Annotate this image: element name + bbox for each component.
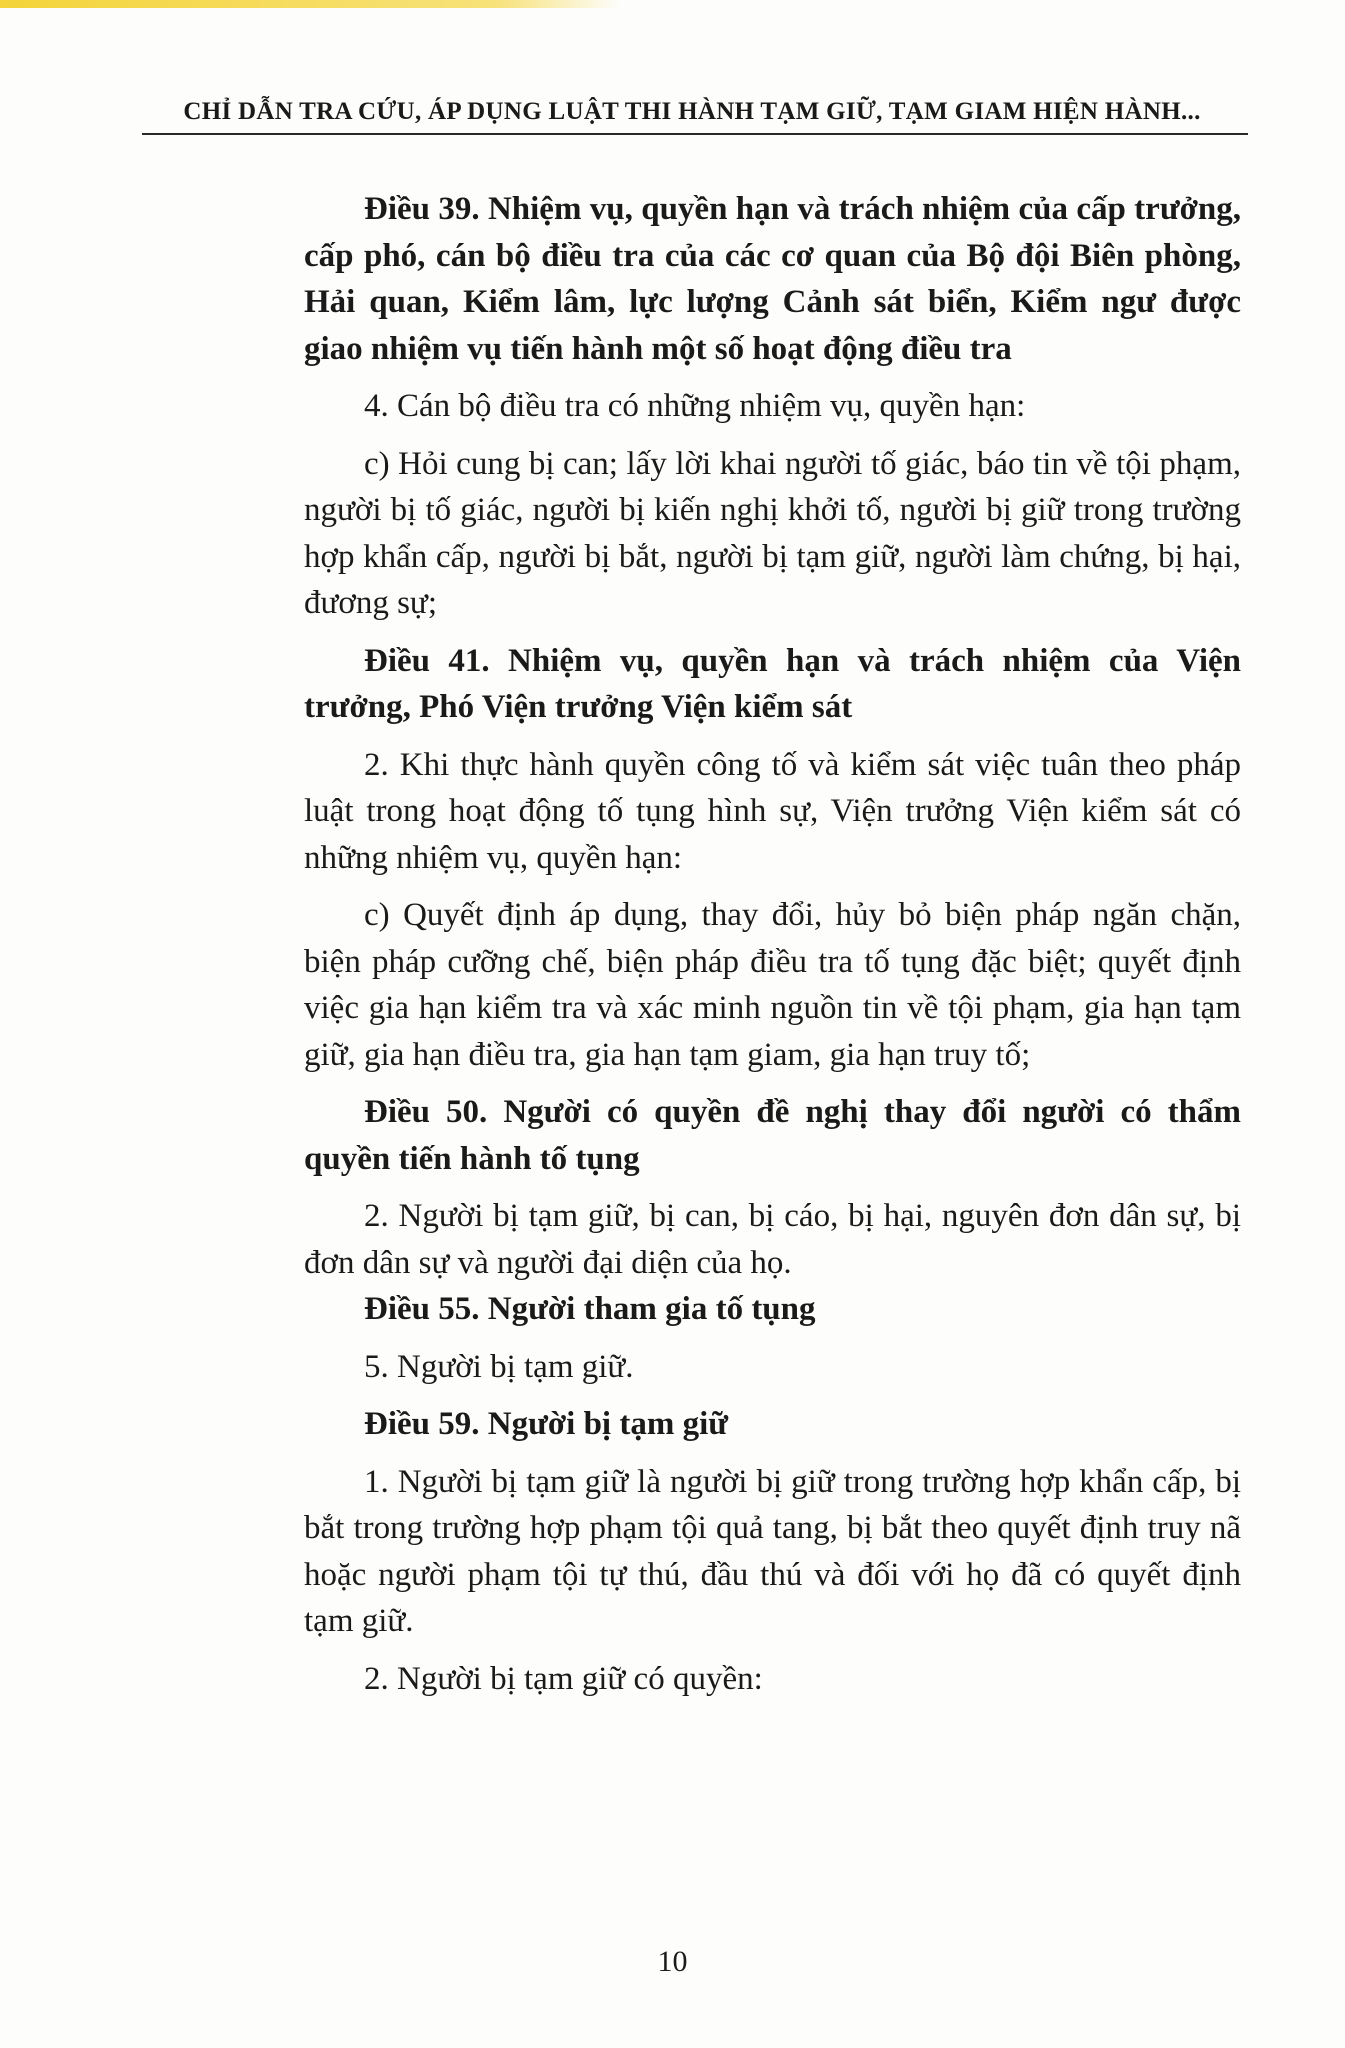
- paragraph: c) Quyết định áp dụng, thay đổi, hủy bỏ biện pháp ngăn chặn, biện pháp cưỡng chế, biện pháp điều tra tố tụng đặc biệt; quyết định việc gia hạn kiểm tra và xác minh nguồn tin về tội phạm, gia hạn tạm giữ, gia hạn điều tra, gia hạn tạm giam, gia hạn truy tố;: [304, 897, 1241, 1073]
- paragraph: 1. Người bị tạm giữ là người bị giữ trong trường hợp khẩn cấp, bị bắt trong trường hợp phạm tội quả tang, bị bắt theo quyết định truy nã hoặc người phạm tội tự thú, đầu thú và đối với họ đã có quyết định tạm giữ.: [304, 1463, 1241, 1639]
- paragraph: 2. Người bị tạm giữ có quyền:: [364, 1660, 763, 1697]
- running-head: CHỈ DẪN TRA CỨU, ÁP DỤNG LUẬT THI HÀNH TẠM GIỮ, TẠM GIAM HIỆN HÀNH...: [183, 98, 1201, 125]
- paragraph: c) Hỏi cung bị can; lấy lời khai người tố giác, báo tin về tội phạm, người bị tố giác, người bị kiến nghị khởi tố, người bị giữ trong trường hợp khẩn cấp, người bị bắt, người bị tạm giữ, người làm chứng, bị hại, đương sự;: [304, 445, 1241, 621]
- page-number: 10: [657, 1945, 688, 1978]
- paragraph: 2. Khi thực hành quyền công tố và kiểm sát việc tuân theo pháp luật trong hoạt động tố tụng hình sự, Viện trưởng Viện kiểm sát có những nhiệm vụ, quyền hạn:: [304, 746, 1241, 876]
- article-heading-50: Điều 50. Người có quyền đề nghị thay đổi người có thẩm quyền tiến hành tố tụng: [304, 1094, 1241, 1177]
- cover-edge-strip: [0, 0, 620, 8]
- page-body: [304, 186, 1241, 1702]
- article-heading-59: Điều 59. Người bị tạm giữ: [364, 1406, 729, 1442]
- header-rule: [142, 133, 1248, 135]
- article-heading-41: Điều 41. Nhiệm vụ, quyền hạn và trách nhiệm của Viện trưởng, Phó Viện trưởng Viện kiểm sát: [304, 642, 1241, 725]
- paragraph: 2. Người bị tạm giữ, bị can, bị cáo, bị hại, nguyên đơn dân sự, bị đơn dân sự và người đại diện của họ.: [304, 1198, 1241, 1281]
- paragraph: 5. Người bị tạm giữ.: [364, 1348, 634, 1385]
- article-heading-55: Điều 55. Người tham gia tố tụng: [364, 1291, 816, 1327]
- paragraph: 4. Cán bộ điều tra có những nhiệm vụ, quyền hạn:: [364, 388, 1026, 424]
- article-heading-39: Điều 39. Nhiệm vụ, quyền hạn và trách nhiệm của cấp trưởng, cấp phó, cán bộ điều tra của các cơ quan của Bộ đội Biên phòng, Hải quan, Kiểm lâm, lực lượng Cảnh sát biển, Kiểm ngư được giao nhiệm vụ tiến hành một số hoạt động điều tra: [304, 191, 1241, 367]
